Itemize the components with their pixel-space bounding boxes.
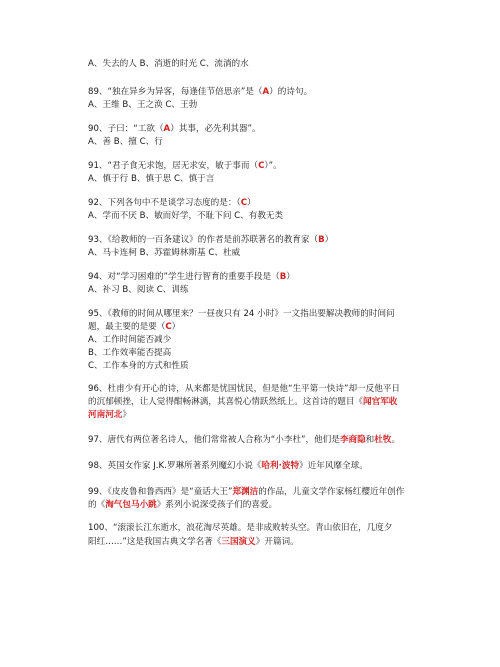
q99-line1-b: 的作品，儿童文学作家杨红樱近年创作 <box>258 487 405 497</box>
q99-line1 <box>88 486 430 498</box>
q99-answer-a: 郑渊洁 <box>232 487 259 497</box>
q89-answer: A <box>262 87 270 97</box>
q93-stem <box>88 234 430 246</box>
q91-answer: C <box>258 161 265 171</box>
q94-stem <box>88 271 430 283</box>
q95-stem-line1: 95、《教师的时间从哪里来？一昼夜只有 24 小时》一文指出要解决教师的时间问 <box>88 309 395 319</box>
q92-answer: C <box>240 198 248 208</box>
q97-answer-b: 杜牧 <box>374 435 392 445</box>
q92-stem-a: 92、下列各句中不是谈学习态度的是：（ <box>88 198 241 208</box>
q98-text-b: 》近年风靡全球。 <box>299 461 368 471</box>
q94-stem-b: ） <box>286 272 295 282</box>
q98-line <box>88 460 430 472</box>
q97-line <box>88 434 430 446</box>
q93-answer: B <box>318 235 325 245</box>
q100-line1: 100、“滚滚长江东逝水，浪花淘尽英雄。是非成败转头空。青山依旧在，几度夕 <box>88 523 393 533</box>
q88-options: A、失去的人 B、消逝的时光 C、流淌的水 <box>88 59 249 69</box>
q100-answer: 三国演义 <box>221 537 256 547</box>
q94-stem-a: 94、对“学习困难的”学生进行智育的重要手段是（ <box>88 272 280 282</box>
q96-tail: 》 <box>122 410 131 420</box>
q96-line1: 96、杜甫少有开心的诗，从来都是忧国忧民，但是他“生平第一快诗”却一反他平日 <box>88 384 401 394</box>
q94-answer: B <box>279 272 287 282</box>
q90-stem-a: 90、子曰：“工欲（ <box>88 124 164 134</box>
q93-stem-a: 93、《给教师的一百条建议》的作者是前苏联著名的教育家（ <box>88 235 319 245</box>
q96-answer-part1: 闻官军收 <box>363 397 398 407</box>
q97-text-a: 97、唐代有两位著名诗人，他们常常被人合称为“小李杜”，他们是 <box>88 435 340 445</box>
q96-answer-part2: 河南河北 <box>88 410 123 420</box>
q98-text-a: 98、英国女作家 J.K.罗琳所著系列魔幻小说《 <box>88 461 262 471</box>
q95-option-b: B、工作效率能否提高 <box>88 348 172 358</box>
q91-options: A、慎于行 B、慎于思 C、慎于言 <box>88 174 215 184</box>
q100-line2-a: 阳红……”这是我国古典文学名著《 <box>88 537 222 547</box>
q97-tail: 。 <box>391 435 401 445</box>
q99-line2-a: 的《 <box>88 500 106 510</box>
q95-stem-line2 <box>88 321 430 333</box>
q91-stem-b: ）”。 <box>264 161 282 171</box>
q90-options: A、善 B、擅 C、行 <box>88 137 163 147</box>
q99-line2-b: 》系列小说深受孩子们的喜爱。 <box>156 500 278 510</box>
q99-line2 <box>88 499 430 511</box>
q95-stem-a: 题，最主要的是要（ <box>88 322 166 332</box>
q90-answer: A <box>163 124 171 134</box>
q93-options: A、马卡连柯 B、苏霍姆林斯基 C、杜威 <box>88 248 241 258</box>
q90-stem <box>88 123 430 135</box>
q97-answer-a: 李商隐 <box>339 435 366 445</box>
q96-line2 <box>88 396 430 408</box>
q89-stem-b: ）的诗句。 <box>269 87 313 97</box>
q100-line2 <box>88 536 430 548</box>
q100-line2-b: 》开篇词。 <box>255 537 299 547</box>
q99-line1-a: 99、《皮皮鲁和鲁西西》是“童话大王” <box>88 487 233 497</box>
q91-stem <box>88 160 430 172</box>
q97-text-b: 和 <box>365 435 375 445</box>
q92-options: A、学而不厌 B、敏而好学，不耻下问 C、有教无类 <box>88 211 284 221</box>
q91-stem-a: 91、“君子食无求饱，居无求安，敏于事而（ <box>88 161 259 171</box>
q99-answer-b: 淘气包马小跳 <box>105 500 157 510</box>
q95-answer: C <box>165 322 172 332</box>
q92-stem-b: ） <box>247 198 256 208</box>
q89-stem <box>88 86 430 98</box>
q96-line2-text: 的沉郁顿挫，让人觉得酣畅淋漓，其喜悦心情跃然纸上。这首诗的题目《 <box>88 397 364 407</box>
q89-stem-a: 89、“独在异乡为异客，每逢佳节倍思亲”是（ <box>88 87 263 97</box>
q89-options: A、王维 B、王之涣 C、王勃 <box>88 100 198 110</box>
q93-stem-b: ） <box>324 235 334 245</box>
q95-option-a: A、工作时间能否减少 <box>88 335 172 345</box>
q92-stem <box>88 197 430 209</box>
q95-stem-b: ） <box>171 322 181 332</box>
q95-option-c: C、工作本身的方式和性质 <box>88 361 189 371</box>
q96-line3 <box>88 409 430 421</box>
q90-stem-b: ）其事，必先利其器”。 <box>170 124 261 134</box>
q98-answer: 哈利·波特 <box>261 461 300 471</box>
q94-options: A、补习 B、阅读 C、训练 <box>88 285 189 295</box>
